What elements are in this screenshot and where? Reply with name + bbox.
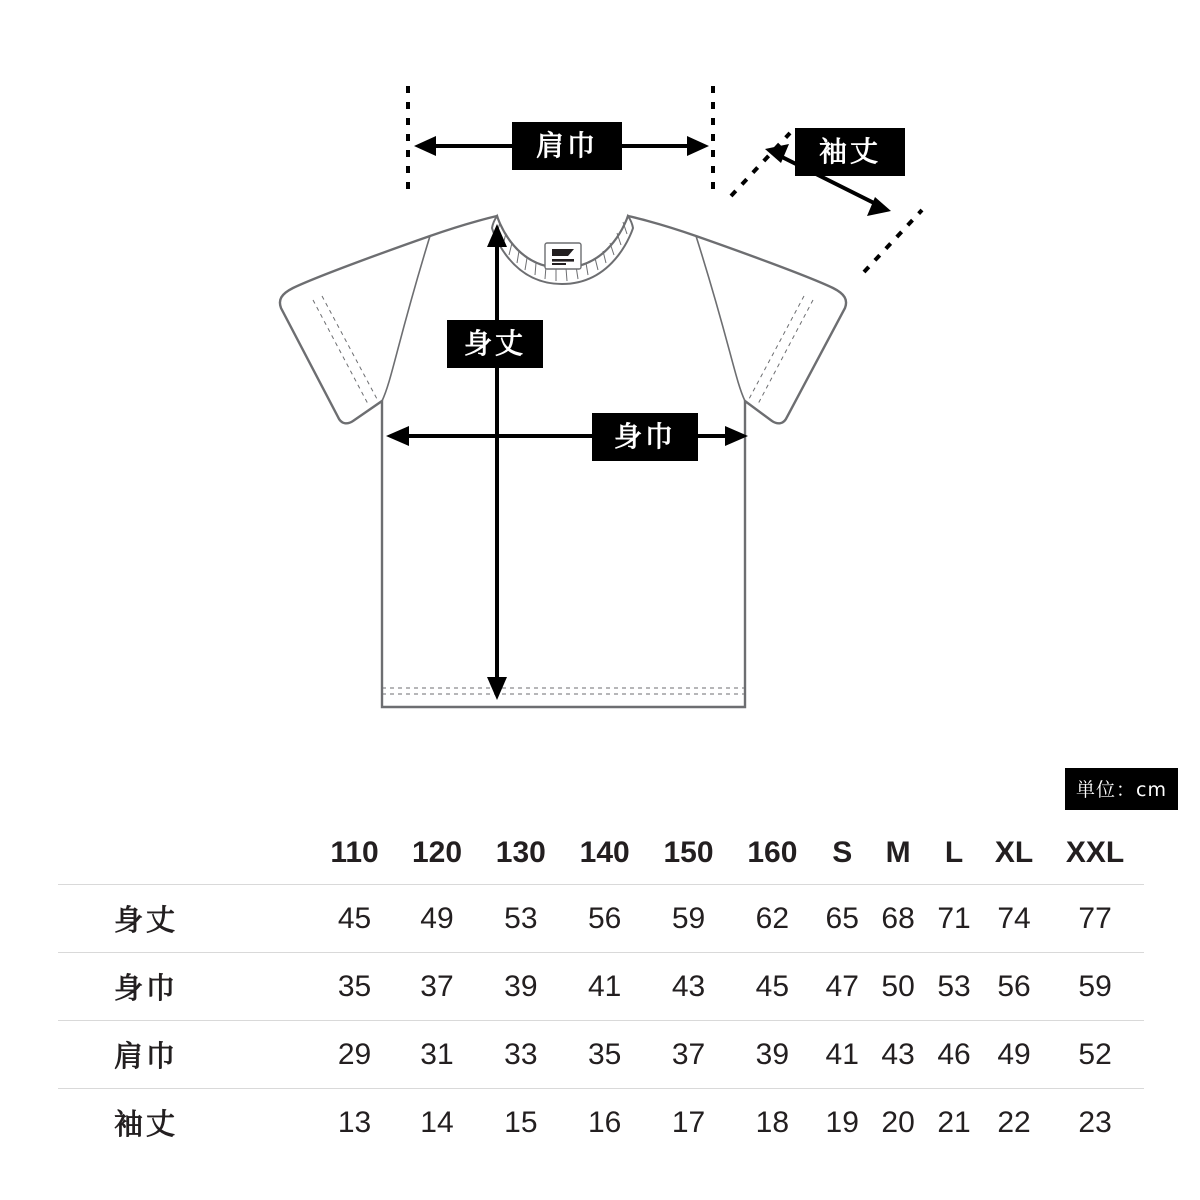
table-cell: 31: [420, 1037, 454, 1071]
table-cell: 37: [420, 969, 454, 1003]
size-chart-table: [58, 822, 1144, 1156]
table-row: [58, 885, 1144, 953]
table-cell: 68: [881, 901, 915, 935]
table-row: [58, 1021, 1144, 1089]
table-cell: 43: [881, 1037, 915, 1071]
tshirt-outline: [280, 216, 846, 707]
column-header: L: [926, 822, 982, 885]
arrowhead-right: [687, 136, 709, 156]
table-cell: 45: [337, 901, 372, 935]
table-cell: 22: [997, 1105, 1031, 1139]
table-cell: 49: [420, 901, 454, 935]
table-cell: 49: [997, 1037, 1031, 1071]
unit-badge: 単位：cm: [1065, 768, 1178, 810]
table-cell: 41: [587, 969, 622, 1003]
table-cell: 17: [671, 1105, 706, 1139]
table-cell: 56: [997, 969, 1031, 1003]
label-body-length: 身丈: [447, 320, 543, 368]
table-cell: 33: [504, 1037, 538, 1071]
table-cell: 45: [755, 969, 790, 1003]
table-cell: 77: [1078, 901, 1112, 935]
table-cell: 62: [755, 901, 790, 935]
table-cell: 74: [997, 901, 1031, 935]
table-corner-cell: [58, 822, 314, 885]
table-cell: 37: [671, 1037, 706, 1071]
row-header: 肩巾: [114, 1039, 179, 1073]
label-body-width: 身巾: [592, 413, 698, 461]
column-header: 140: [563, 822, 647, 885]
column-header: XL: [982, 822, 1046, 885]
table-cell: 56: [587, 901, 622, 935]
column-header: 160: [730, 822, 814, 885]
table-cell: 21: [937, 1105, 971, 1139]
label-shoulder-width: 肩巾: [512, 122, 622, 170]
row-header: 袖丈: [114, 1107, 179, 1141]
table-cell: 19: [825, 1105, 859, 1139]
table-cell: 13: [337, 1105, 372, 1139]
table-cell: 29: [337, 1037, 372, 1071]
row-header: 身巾: [114, 971, 179, 1005]
table-cell: 23: [1078, 1105, 1112, 1139]
table-cell: 39: [504, 969, 538, 1003]
table-cell: 53: [937, 969, 971, 1003]
label-sleeve-length: 袖丈: [795, 128, 905, 176]
table-cell: 43: [671, 969, 706, 1003]
table-cell: 18: [755, 1105, 790, 1139]
arrowhead-left: [414, 136, 436, 156]
table-cell: 14: [420, 1105, 454, 1139]
table-cell: 65: [825, 901, 859, 935]
column-header: 120: [395, 822, 479, 885]
table-cell: 59: [1078, 969, 1112, 1003]
column-header: 150: [647, 822, 731, 885]
column-header: 110: [314, 822, 395, 885]
table-cell: 41: [825, 1037, 859, 1071]
table-cell: 20: [881, 1105, 915, 1139]
table-row: [58, 953, 1144, 1021]
table-cell: 71: [937, 901, 971, 935]
table-cell: 16: [587, 1105, 622, 1139]
table-cell: 39: [755, 1037, 790, 1071]
column-header: 130: [479, 822, 563, 885]
table-cell: 15: [504, 1105, 538, 1139]
table-cell: 47: [825, 969, 859, 1003]
table-header-row: [58, 822, 1144, 885]
column-header: M: [870, 822, 926, 885]
table-cell: 35: [587, 1037, 622, 1071]
row-header: 身丈: [114, 903, 179, 937]
table-cell: 52: [1078, 1037, 1112, 1071]
table-cell: 46: [937, 1037, 971, 1071]
column-header: S: [814, 822, 870, 885]
table-cell: 50: [881, 969, 915, 1003]
table-cell: 53: [504, 901, 538, 935]
column-header: XXL: [1046, 822, 1144, 885]
table-row: [58, 1089, 1144, 1157]
table-cell: 59: [671, 901, 706, 935]
table-cell: 35: [337, 969, 372, 1003]
